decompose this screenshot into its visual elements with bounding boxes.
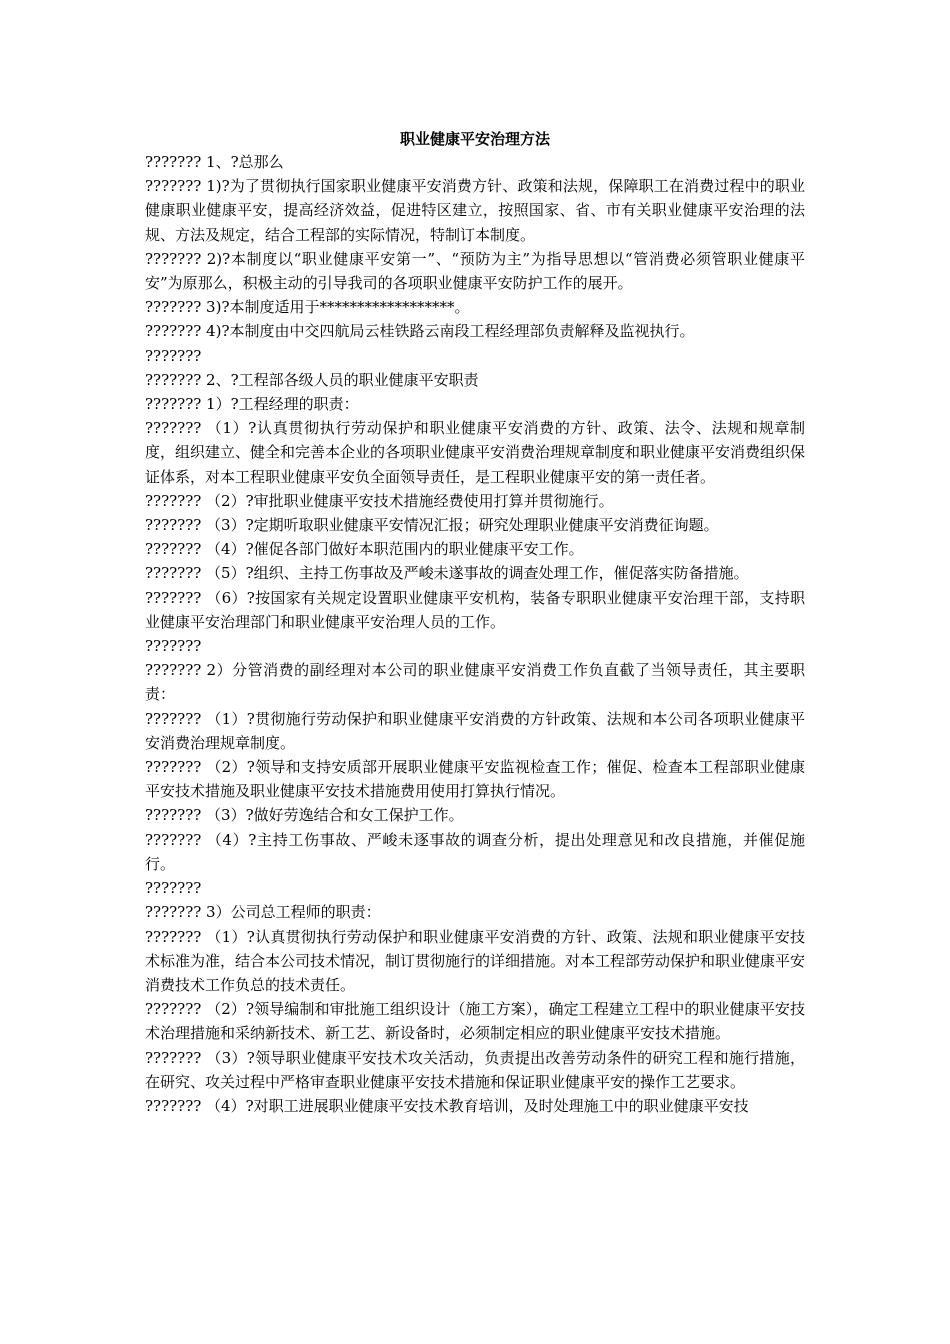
paragraph: ??????? （2）?领导编制和审批施工组织设计（施工方案），确定工程建立工程中的职业健康平安技术治理措施和采纳新技术、新工艺、新设备时，必须制定相应的职业健康平安技术措施。	[145, 1000, 805, 1043]
document-title: 职业健康平安治理方法	[399, 130, 550, 148]
paragraph: ??????? 1)?为了贯彻执行国家职业健康平安消费方针、政策和法规，保障职工在消费过程中的职业健康职业健康平安，提高经济效益，促进特区建立，按照国家、省、市有关职业健康平安治理的法规、方法及规定，结合工程部的实际情况，特制订本制度。	[145, 177, 805, 244]
paragraph: ??????? （1）?认真贯彻执行劳动保护和职业健康平安消费的方针、政策、法令、法规和规章制度，组织建立、健全和完善本企业的各项职业健康平安消费治理规章制度和职业健康平安消费组织保证体系，对本工程职业健康平安负全面领导责任，是工程职业健康平安的第一责任者。	[145, 419, 806, 486]
document-page	[145, 128, 805, 1118]
paragraph: ???????	[145, 637, 202, 656]
subsection-heading: ??????? 1）?工程经理的职责：	[145, 395, 359, 414]
paragraph: ??????? （1）?认真贯彻执行劳动保护和职业健康平安消费的方针、政策、法规和职业健康平安技术标准为准，结合本公司技术情况，制订贯彻施行的详细措施。对本工程部劳动保护和职业健康平安消费技术工作负总的技术责任。	[145, 927, 806, 994]
section-heading: ??????? 2、?工程部各级人员的职业健康平安职责	[145, 370, 479, 389]
paragraph: ??????? （2）?领导和支持安质部开展职业健康平安监视检查工作；催促、检查本工程部职业健康平安技术措施及职业健康平安技术措施费用使用打算执行情况。	[145, 758, 805, 801]
paragraph: ??????? （6）?按国家有关规定设置职业健康平安机构，装备专职职业健康平安治理干部，支持职业健康平安治理部门和职业健康平安治理人员的工作。	[145, 588, 805, 631]
paragraph: ??????? 3)?本制度适用于******************。	[145, 298, 470, 317]
paragraph: ??????? （4）?对职工进展职业健康平安技术教育培训，及时处理施工中的职业健康平安技	[145, 1096, 749, 1115]
document-body	[145, 150, 805, 1118]
subsection-heading: ??????? 2）分管消费的副经理对本公司的职业健康平安消费工作负直截了当领导责任，其主要职责：	[145, 661, 805, 704]
paragraph: ??????? （1）?贯彻施行劳动保护和职业健康平安消费的方针政策、法规和本公司各项职业健康平安消费治理规章制度。	[145, 709, 805, 752]
paragraph: ??????? 2)?本制度以“职业健康平安第一”、“预防为主”为指导思想以“管消费必须管职业健康平安”为原那么，积极主动的引导我司的各项职业健康平安防护工作的展开。	[145, 249, 805, 293]
subsection-heading: ??????? 3）公司总工程师的职责：	[145, 903, 381, 922]
paragraph: ??????? （3）?做好劳逸结合和女工保护工作。	[145, 806, 464, 825]
paragraph: ??????? 1、?总那么	[145, 153, 284, 171]
paragraph: ???????	[145, 346, 202, 365]
paragraph: ??????? 4)?本制度由中交四航局云桂铁路云南段工程经理部负责解释及监视执行。	[145, 322, 695, 341]
paragraph: ??????? （4）?主持工伤事故、严峻未逐事故的调查分析，提出处理意见和改良措施，并催促施行。	[145, 830, 805, 873]
paragraph: ??????? （2）?审批职业健康平安技术措施经费使用打算并贯彻施行。	[145, 491, 614, 510]
paragraph: ??????? （5）?组织、主持工伤事故及严峻未遂事故的调查处理工作，催促落实防备措施。	[145, 564, 749, 583]
paragraph: ???????	[145, 879, 202, 898]
paragraph: ??????? （3）?定期听取职业健康平安情况汇报；研究处理职业健康平安消费征询题。	[145, 516, 719, 535]
paragraph: ??????? （4）?催促各部门做好本职范围内的职业健康平安工作。	[145, 540, 584, 559]
paragraph: ??????? （3）?领导职业健康平安技术攻关活动，负责提出改善劳动条件的研究工程和施行措施，在研究、攻关过程中严格审查职业健康平安技术措施和保证职业健康平安的操作工艺要求。	[145, 1048, 805, 1091]
